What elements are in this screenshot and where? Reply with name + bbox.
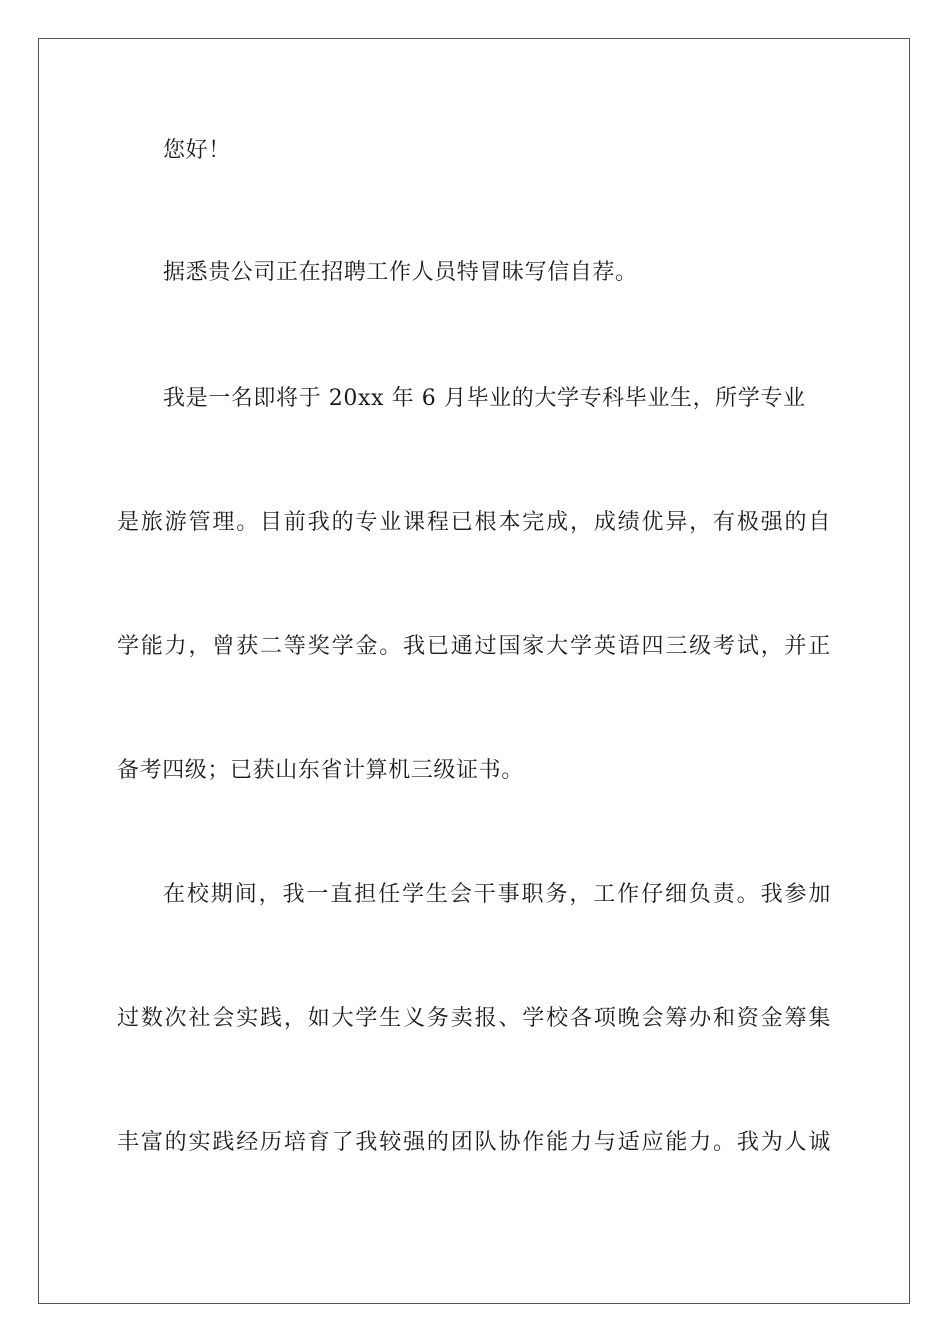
page-border <box>38 38 910 1304</box>
paragraph-line: 过数次社会实践，如大学生义务卖报、学校各项晚会筹办和资金筹集 <box>117 1006 831 1031</box>
paragraph-line: 丰富的实践经历培育了我较强的团队协作能力与适应能力。我为人诚 <box>117 1130 831 1155</box>
paragraph-line: 我是一名即将于 20xx 年 6 月毕业的大学专科毕业生，所学专业 <box>163 386 806 411</box>
paragraph-line: 据悉贵公司正在招聘工作人员特冒昧写信自荐。 <box>163 260 638 285</box>
paragraph-line: 备考四级；已获山东省计算机三级证书。 <box>117 758 524 783</box>
paragraph-line: 学能力，曾获二等奖学金。我已通过国家大学英语四三级考试，并正 <box>117 634 831 659</box>
paragraph-line: 在校期间，我一直担任学生会干事职务，工作仔细负责。我参加 <box>163 882 831 907</box>
greeting-line: 您好！ <box>163 138 231 163</box>
paragraph-line: 是旅游管理。目前我的专业课程已根本完成，成绩优异，有极强的自 <box>117 510 831 535</box>
